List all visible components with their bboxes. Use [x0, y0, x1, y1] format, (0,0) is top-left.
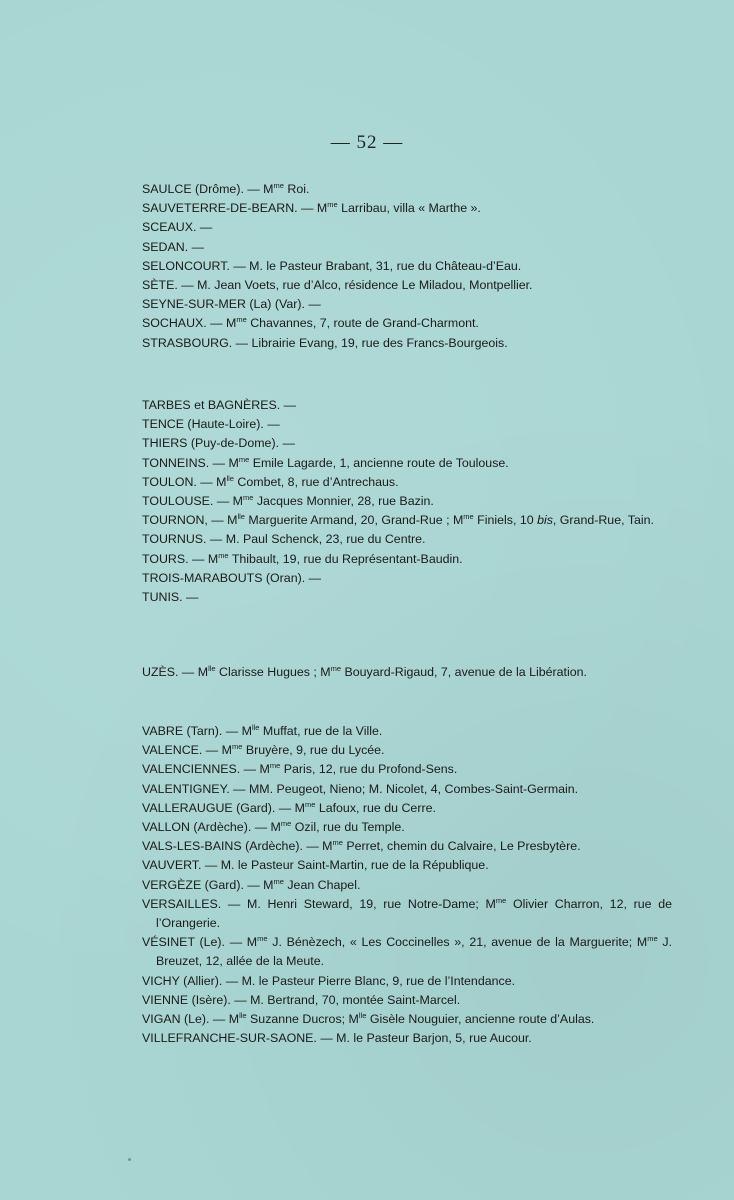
directory-entry: TOULOUSE. — $M^{me}$ Jacques Monnier, 28, rue Bazin. [142, 493, 434, 509]
directory-entry: SOCHAUX. — $M^{me}$ Chavannes, 7, route de Grand-Charmont. [142, 315, 479, 331]
directory-entry: TOULON. — $M^{lle}$ Combet, 8, rue d’Antrechaus. [142, 473, 399, 489]
directory-entry: TARBES et BAGNÈRES. — [142, 398, 297, 412]
directory-entry: VÉSINET (Le). — $M^{me}$ J. Bénèzech, « Les Coccinelles », 21, avenue de la Marguerite; $M^{me}$ J. Breuzet, 12, allée de la Meute. [142, 934, 672, 969]
paper-speck [128, 1158, 131, 1161]
directory-entry: VABRE (Tarn). — $M^{lle}$ Muffat, rue de la Ville. [142, 723, 383, 738]
directory-entry: SCEAUX. — [142, 220, 213, 235]
directory-entry: TUNIS. — [142, 590, 199, 605]
directory-entry: SELONCOURT. — M. le Pasteur Brabant, 31, rue du Château-d’Eau. [142, 258, 522, 273]
directory-entry: VALLON (Ardèche). — $M^{me}$ Ozil, rue du Temple. [142, 819, 405, 835]
directory-entry: SEYNE-SUR-MER (La) (Var). — [142, 297, 321, 312]
directory-entry: VALLERAUGUE (Gard). — $M^{me}$ Lafoux, rue du Cerre. [142, 799, 436, 815]
directory-entry: VALS-LES-BAINS (Ardèche). — $M^{me}$ Perret, chemin du Calvaire, Le Presbytère. [142, 838, 581, 854]
directory-entry: TONNEINS. — $M^{me}$ Emile Lagarde, 1, ancienne route de Toulouse. [142, 454, 509, 470]
directory-section-s [142, 180, 672, 353]
directory-entry: VALENCE. — $M^{me}$ Bruyère, 9, rue du Lycée. [142, 742, 385, 758]
directory-section-t [142, 396, 672, 607]
directory-entry: SAULCE (Drôme). — $M^{me}$ Roi. [142, 181, 310, 196]
page-number: — 52 — [330, 132, 404, 153]
directory-entry: VICHY (Allier). — M. le Pasteur Pierre Blanc, 9, rue de l’Intendance. [142, 973, 516, 988]
directory-entry: VERSAILLES. — M. Henri Steward, 19, rue Notre-Dame; $M^{me}$ Olivier Charron, 12, rue de l’Orangerie. [142, 895, 672, 931]
directory-entry: VIGAN (Le). — $M^{lle}$ Suzanne Ducros; $M^{lle}$ Gisèle Nouguier, ancienne route d’Aulas. [142, 1011, 595, 1027]
directory-entry: TOURNON, — $M^{lle}$ Marguerite Armand, 20, Grand-Rue ; $M^{me}$ Finiels, 10 bis, Grand-Rue, Tain. [142, 512, 654, 528]
directory-entry: TOURS. — $M^{me}$ Thibault, 19, rue du Représentant-Baudin. [142, 550, 463, 566]
directory-entry: SAUVETERRE-DE-BEARN. — $M^{me}$ Larribau, villa « Marthe ». [142, 200, 481, 216]
directory-section-v [142, 722, 672, 1048]
directory-section-u [142, 663, 672, 682]
directory-entry: VILLEFRANCHE-SUR-SAONE. — M. le Pasteur Barjon, 5, rue Aucour. [142, 1031, 532, 1046]
directory-entry: VIENNE (Isère). — M. Bertrand, 70, montée Saint-Marcel. [142, 992, 461, 1007]
directory-entry: TENCE (Haute-Loire). — [142, 417, 280, 432]
directory-entry: VALENCIENNES. — $M^{me}$ Paris, 12, rue du Profond-Sens. [142, 761, 458, 777]
directory-entry: TOURNUS. — M. Paul Schenck, 23, rue du Centre. [142, 532, 426, 547]
directory-entry: SÈTE. — M. Jean Voets, rue d’Alco, résidence Le Miladou, Montpellier. [142, 278, 533, 293]
directory-entry: SEDAN. — [142, 239, 204, 254]
directory-entry: THIERS (Puy-de-Dome). — [142, 436, 295, 451]
directory-entry: VALENTIGNEY. — MM. Peugeot, Nieno; M. Nicolet, 4, Combes-Saint-Germain. [142, 781, 579, 796]
directory-entry: STRASBOURG. — Librairie Evang, 19, rue des Francs-Bourgeois. [142, 335, 508, 350]
directory-entry: TROIS-MARABOUTS (Oran). — [142, 570, 321, 585]
directory-entry: VAUVERT. — M. le Pasteur Saint-Martin, rue de la République. [142, 858, 489, 873]
directory-entry: VERGÈZE (Gard). — $M^{me}$ Jean Chapel. [142, 876, 361, 892]
directory-entry: UZÈS. — $M^{lle}$ Clarisse Hugues ; $M^{me}$ Bouyard-Rigaud, 7, avenue de la Libération. [142, 664, 587, 679]
